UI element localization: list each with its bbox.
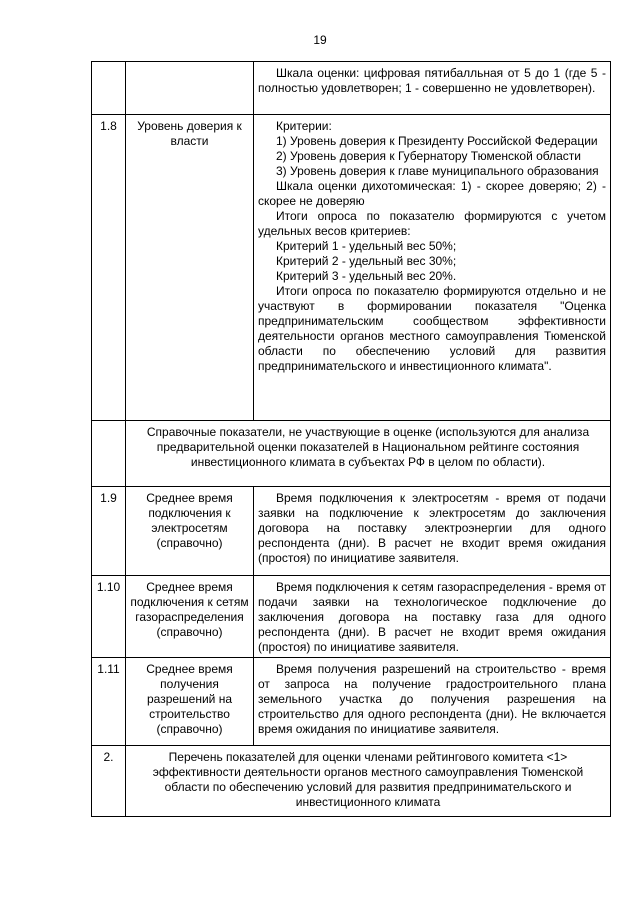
criteria-heading: Критерии: [276,119,332,133]
indicator-description [254,576,611,658]
weight-line: Критерий 3 - удельный вес 20%. [276,269,457,283]
cell-name-empty [126,62,254,115]
cell-description [254,62,611,115]
reference-header: Справочные показатели, не участвующие в оценке (используются для анализа предварительной оценки показателей в Национальном рейтинге состояния инвестиционного климата в субъектах РФ в целом по области). [126,421,611,487]
indicator-description [254,658,611,746]
indicator-name: Среднее время получения разрешений на строительство (справочно) [126,658,254,746]
cell-num-empty [92,421,126,487]
description-text: Время подключения к электросетям - время от подачи заявки на подключение к электросетям до заключения договора на поставку электроэнергии для одного респондента (дни). В расчет не входит время ожидания (простоя) по инициативе заявителя. [258,491,606,565]
table-row-1-10 [92,576,611,658]
table-row-reference-header [92,421,611,487]
description-text: Время подключения к сетям газораспределения - время от подачи заявки на технологическое подключение до заключения договора на поставку газа для одного респондента (дни). В расчет не входит время ожидания (простоя) по инициативе заявителя. [258,580,606,654]
row-number: 1.9 [92,487,126,576]
indicator-name: Уровень доверия к власти [126,115,254,421]
table-row-scale [92,62,611,115]
criterion-line: 1) Уровень доверия к Президенту Российской Федерации [276,134,598,148]
weights-intro: Итоги опроса по показателю формируются с учетом удельных весов критериев: [258,209,606,238]
row-number: 1.8 [92,115,126,421]
row-number: 1.11 [92,658,126,746]
section-heading: Перечень показателей для оценки членами рейтингового комитета <1> эффективности деятельности органов местного самоуправления Тюменской области по обеспечению условий для развития предпринимательского и инвестиционного климата [126,746,611,817]
indicator-description [254,487,611,576]
scale-line: Шкала оценки дихотомическая: 1) - скорее доверяю; 2) - скорее не доверяю [258,179,606,208]
table-row-1-9 [92,487,611,576]
cell-num-empty [92,62,126,115]
table-row-1-8 [92,115,611,421]
indicator-description [254,115,611,421]
weight-line: Критерий 2 - удельный вес 30%; [276,254,457,268]
weight-line: Критерий 1 - удельный вес 50%; [276,239,457,253]
table-row-1-11 [92,658,611,746]
indicators-table [91,61,611,817]
scale-text: Шкала оценки: цифровая пятибалльная от 5 до 1 (где 5 - полностью удовлетворен; 1 - совершенно не удовлетворен). [258,66,606,95]
row-number: 1.10 [92,576,126,658]
criterion-line: 3) Уровень доверия к главе муниципального образования [276,164,599,178]
description-text: Время получения разрешений на строительство - время от запроса на получение градостроительного плана земельного участка до получения разрешения на строительство для одного респондента (дни). Не включается время ожидания по инициативе заявителя. [258,662,606,736]
table-row-2 [92,746,611,817]
row-number: 2. [92,746,126,817]
indicator-name: Среднее время подключения к электросетям (справочно) [126,487,254,576]
note-line: Итоги опроса по показателю формируются отдельно и не участвуют в формировании показателя "Оценка предпринимательским сообществом эффективности деятельности органов местного самоуправления Тюменской области по обеспечению условий для развития предпринимательского и инвестиционного климата". [258,284,606,373]
page-number: 19 [313,33,327,47]
criterion-line: 2) Уровень доверия к Губернатору Тюменской области [276,149,582,163]
indicator-name: Среднее время подключения к сетям газораспределения (справочно) [126,576,254,658]
